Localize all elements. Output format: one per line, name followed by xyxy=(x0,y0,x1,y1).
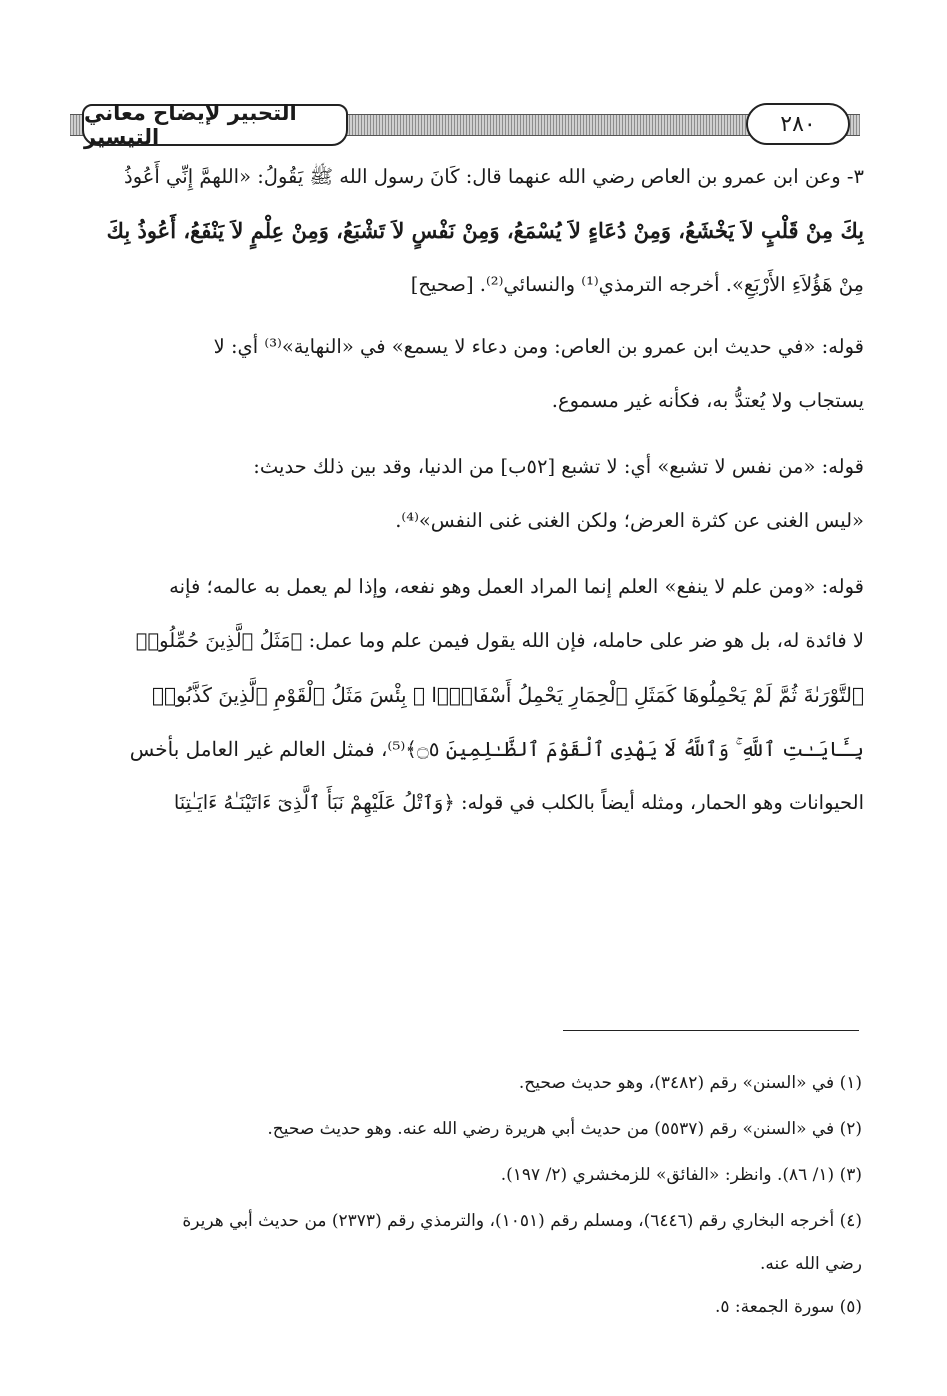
hadith-line-1: ٣- وعن ابن عمرو بن العاص رضي الله عنهما قال: كَانَ رسول الله ﷺ يَقُولُ: «اللهمَّ إِنِّي أَعُوذُ xyxy=(124,165,864,188)
p2-line-1: قوله: «من نفس لا تشبع» أي: لا تشبع [٥٢ب] من الدنيا، وقد بين ذلك حديث: xyxy=(253,455,864,478)
commentary-paragraph-1 xyxy=(82,320,864,428)
p3-line-4-quran: بِـَٔايَـٰتِ ٱللَّهِ ۚ وَٱللَّهُ لَا يَهْدِى ٱلْقَوْمَ ٱلظَّـٰلِمِينَ ۝٥﴾⁽⁵⁾، فمثل العالم غير العامل بأخس xyxy=(129,737,864,761)
main-text xyxy=(82,150,864,842)
footnote-1: (١) في «السنن» رقم (٣٤٨٢)، وهو حديث صحيح. xyxy=(518,1073,862,1093)
footnote-separator xyxy=(563,1030,859,1031)
page-header xyxy=(70,102,860,148)
commentary-paragraph-3 xyxy=(82,560,864,830)
hadith-line-2-text: بِكَ مِنْ قَلْبٍ لاَ يَخْشَعُ، وَمِنْ دُعَاءٍ لاَ يُسْمَعُ، وَمِنْ نَفْسٍ لاَ تَشْبَعُ، وَمِنْ عِلْمٍ لاَ يَنْفَعُ، أَعُوذُ بِكَ xyxy=(106,218,864,243)
p1-line-1: قوله: «في حديث ابن عمرو بن العاص: ومن دعاء لا يسمع» في «النهاية»⁽³⁾ أي: لا xyxy=(213,335,864,358)
footnote-2: (٢) في «السنن» رقم (٥٥٣٧) من حديث أبي هريرة رضي الله عنه. وهو حديث صحيح. xyxy=(267,1119,862,1139)
book-title: التحبير لإيضاح معاني التيسير xyxy=(82,104,348,146)
hadith-paragraph xyxy=(82,150,864,312)
p3-line-2: لا فائدة له، بل هو ضر على حامله، فإن الله يقول فيمن علم وما عمل: ﴿مَثَلُ ٱلَّذِينَ حُمِّلُوا۟ xyxy=(135,629,864,652)
p3-line-5: الحيوانات وهو الحمار، ومثله أيضاً بالكلب في قوله: ﴿وَٱتْلُ عَلَيْهِمْ نَبَأَ ٱلَّذِىٓ ءَاتَيْنَـٰهُ ءَايَـٰتِنَا xyxy=(173,791,864,814)
hadith-line-3: مِنْ هَؤُلاَءِ الأَرْبَعِ». أخرجه الترمذي⁽¹⁾ والنسائي⁽²⁾. [صحيح] xyxy=(410,273,864,296)
p1-line-2: يستجاب ولا يُعتدُّ به، فكأنه غير مسموع. xyxy=(551,389,864,412)
footnotes xyxy=(82,1060,862,1330)
footnote-3: (٣) (١/ ٨٦). وانظر: «الفائق» للزمخشري (٢/ ١٩٧). xyxy=(500,1165,862,1185)
commentary-paragraph-2 xyxy=(82,440,864,548)
p2-line-2: «ليس الغنى عن كثرة العرض؛ ولكن الغنى غنى النفس»⁽⁴⁾. xyxy=(395,509,864,532)
p3-line-1: قوله: «ومن علم لا ينفع» العلم إنما المراد العمل وهو نفعه، وإذا لم يعمل به عالمه؛ فإنه xyxy=(169,575,864,598)
footnote-4-line-2: رضي الله عنه. xyxy=(759,1254,862,1274)
page-number: ٢٨٠ xyxy=(746,103,850,145)
footnote-5: (٥) سورة الجمعة: ٥. xyxy=(714,1297,862,1317)
footnote-4-line-1: (٤) أخرجه البخاري رقم (٦٤٤٦)، ومسلم رقم (١٠٥١)، والترمذي رقم (٢٣٧٣) من حديث أبي هريرة xyxy=(182,1211,862,1231)
p3-line-3-quran: ٱلتَّوْرَىٰةَ ثُمَّ لَمْ يَحْمِلُوهَا كَمَثَلِ ٱلْحِمَارِ يَحْمِلُ أَسْفَارًۢا ۚ بِئْسَ مَثَلُ ٱلْقَوْمِ ٱلَّذِينَ كَذَّبُوا۟ xyxy=(151,683,864,707)
hadith-line-2 xyxy=(82,204,864,258)
